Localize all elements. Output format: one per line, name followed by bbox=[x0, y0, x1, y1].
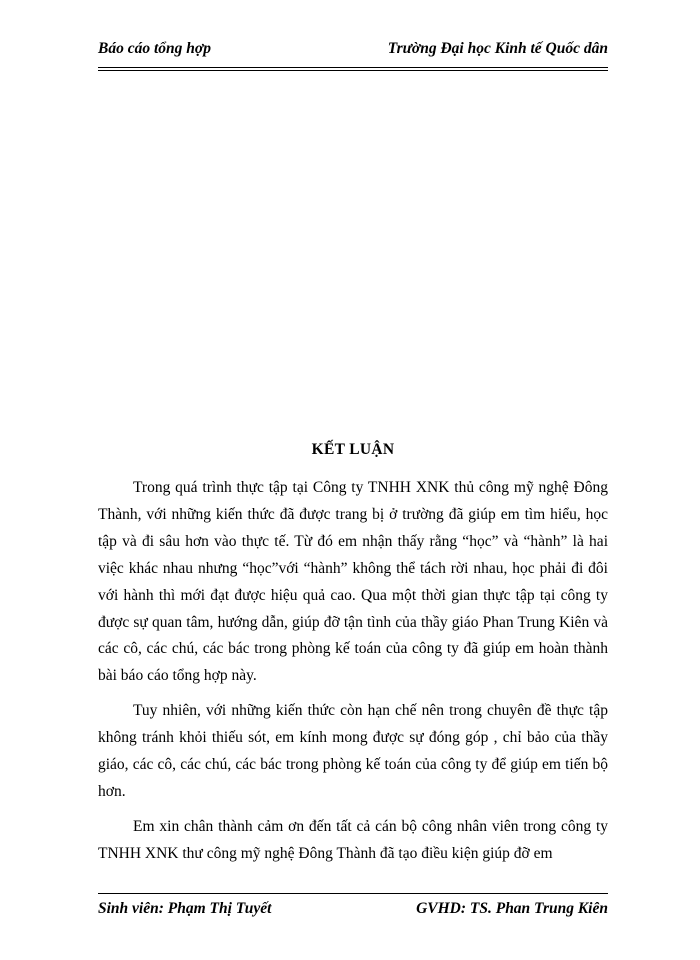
header-report-title: Báo cáo tổng hợp bbox=[98, 40, 211, 57]
paragraph-1: Trong quá trình thực tập tại Công ty TNHH XNK thủ công mỹ nghệ Đông Thành, với những kiến thức đã được trang bị ở trường đã giúp em tìm hiểu, học tập và đi sâu hơn vào thực tế. Từ đó em nhận thấy rằng “học” và “hành” là hai việc khác nhau nhưng “học”với “hành” không thể tách rời nhau, học phải đi đôi với hành thì mới đạt được hiệu quả cao. Qua một thời gian thực tập tại công ty được sự quan tâm, hướng dẫn, giúp đỡ tận tình của thầy giáo Phan Trung Kiên và các cô, các chú, các bác trong phòng kế toán của công ty đã giúp em hoàn thành bài báo cáo tổng hợp này. bbox=[98, 479, 608, 685]
footer-divider bbox=[98, 893, 608, 894]
page-footer bbox=[98, 900, 608, 918]
page-header bbox=[98, 40, 608, 68]
paragraph-2: Tuy nhiên, với những kiến thức còn hạn chế nên trong chuyên đề thực tập không tránh khỏi thiếu sót, em kính mong được sự đóng góp , chỉ bảo của thầy giáo, các cô, các chú, các bác trong phòng kế toán của công ty để giúp em tiến bộ hơn. bbox=[98, 702, 608, 800]
footer-supervisor: GVHD: TS. Phan Trung Kiên bbox=[416, 900, 608, 917]
footer-student: Sinh viên: Phạm Thị Tuyết bbox=[98, 900, 272, 917]
header-university: Trường Đại học Kinh tế Quốc dân bbox=[387, 40, 608, 57]
conclusion-body bbox=[98, 475, 608, 876]
paragraph-3: Em xin chân thành cảm ơn đến tất cả cán bộ công nhân viên trong công ty TNHH XNK thư công mỹ nghệ Đông Thành đã tạo điều kiện giúp đỡ em bbox=[98, 817, 608, 862]
section-title: KẾT LUẬN bbox=[311, 441, 395, 458]
